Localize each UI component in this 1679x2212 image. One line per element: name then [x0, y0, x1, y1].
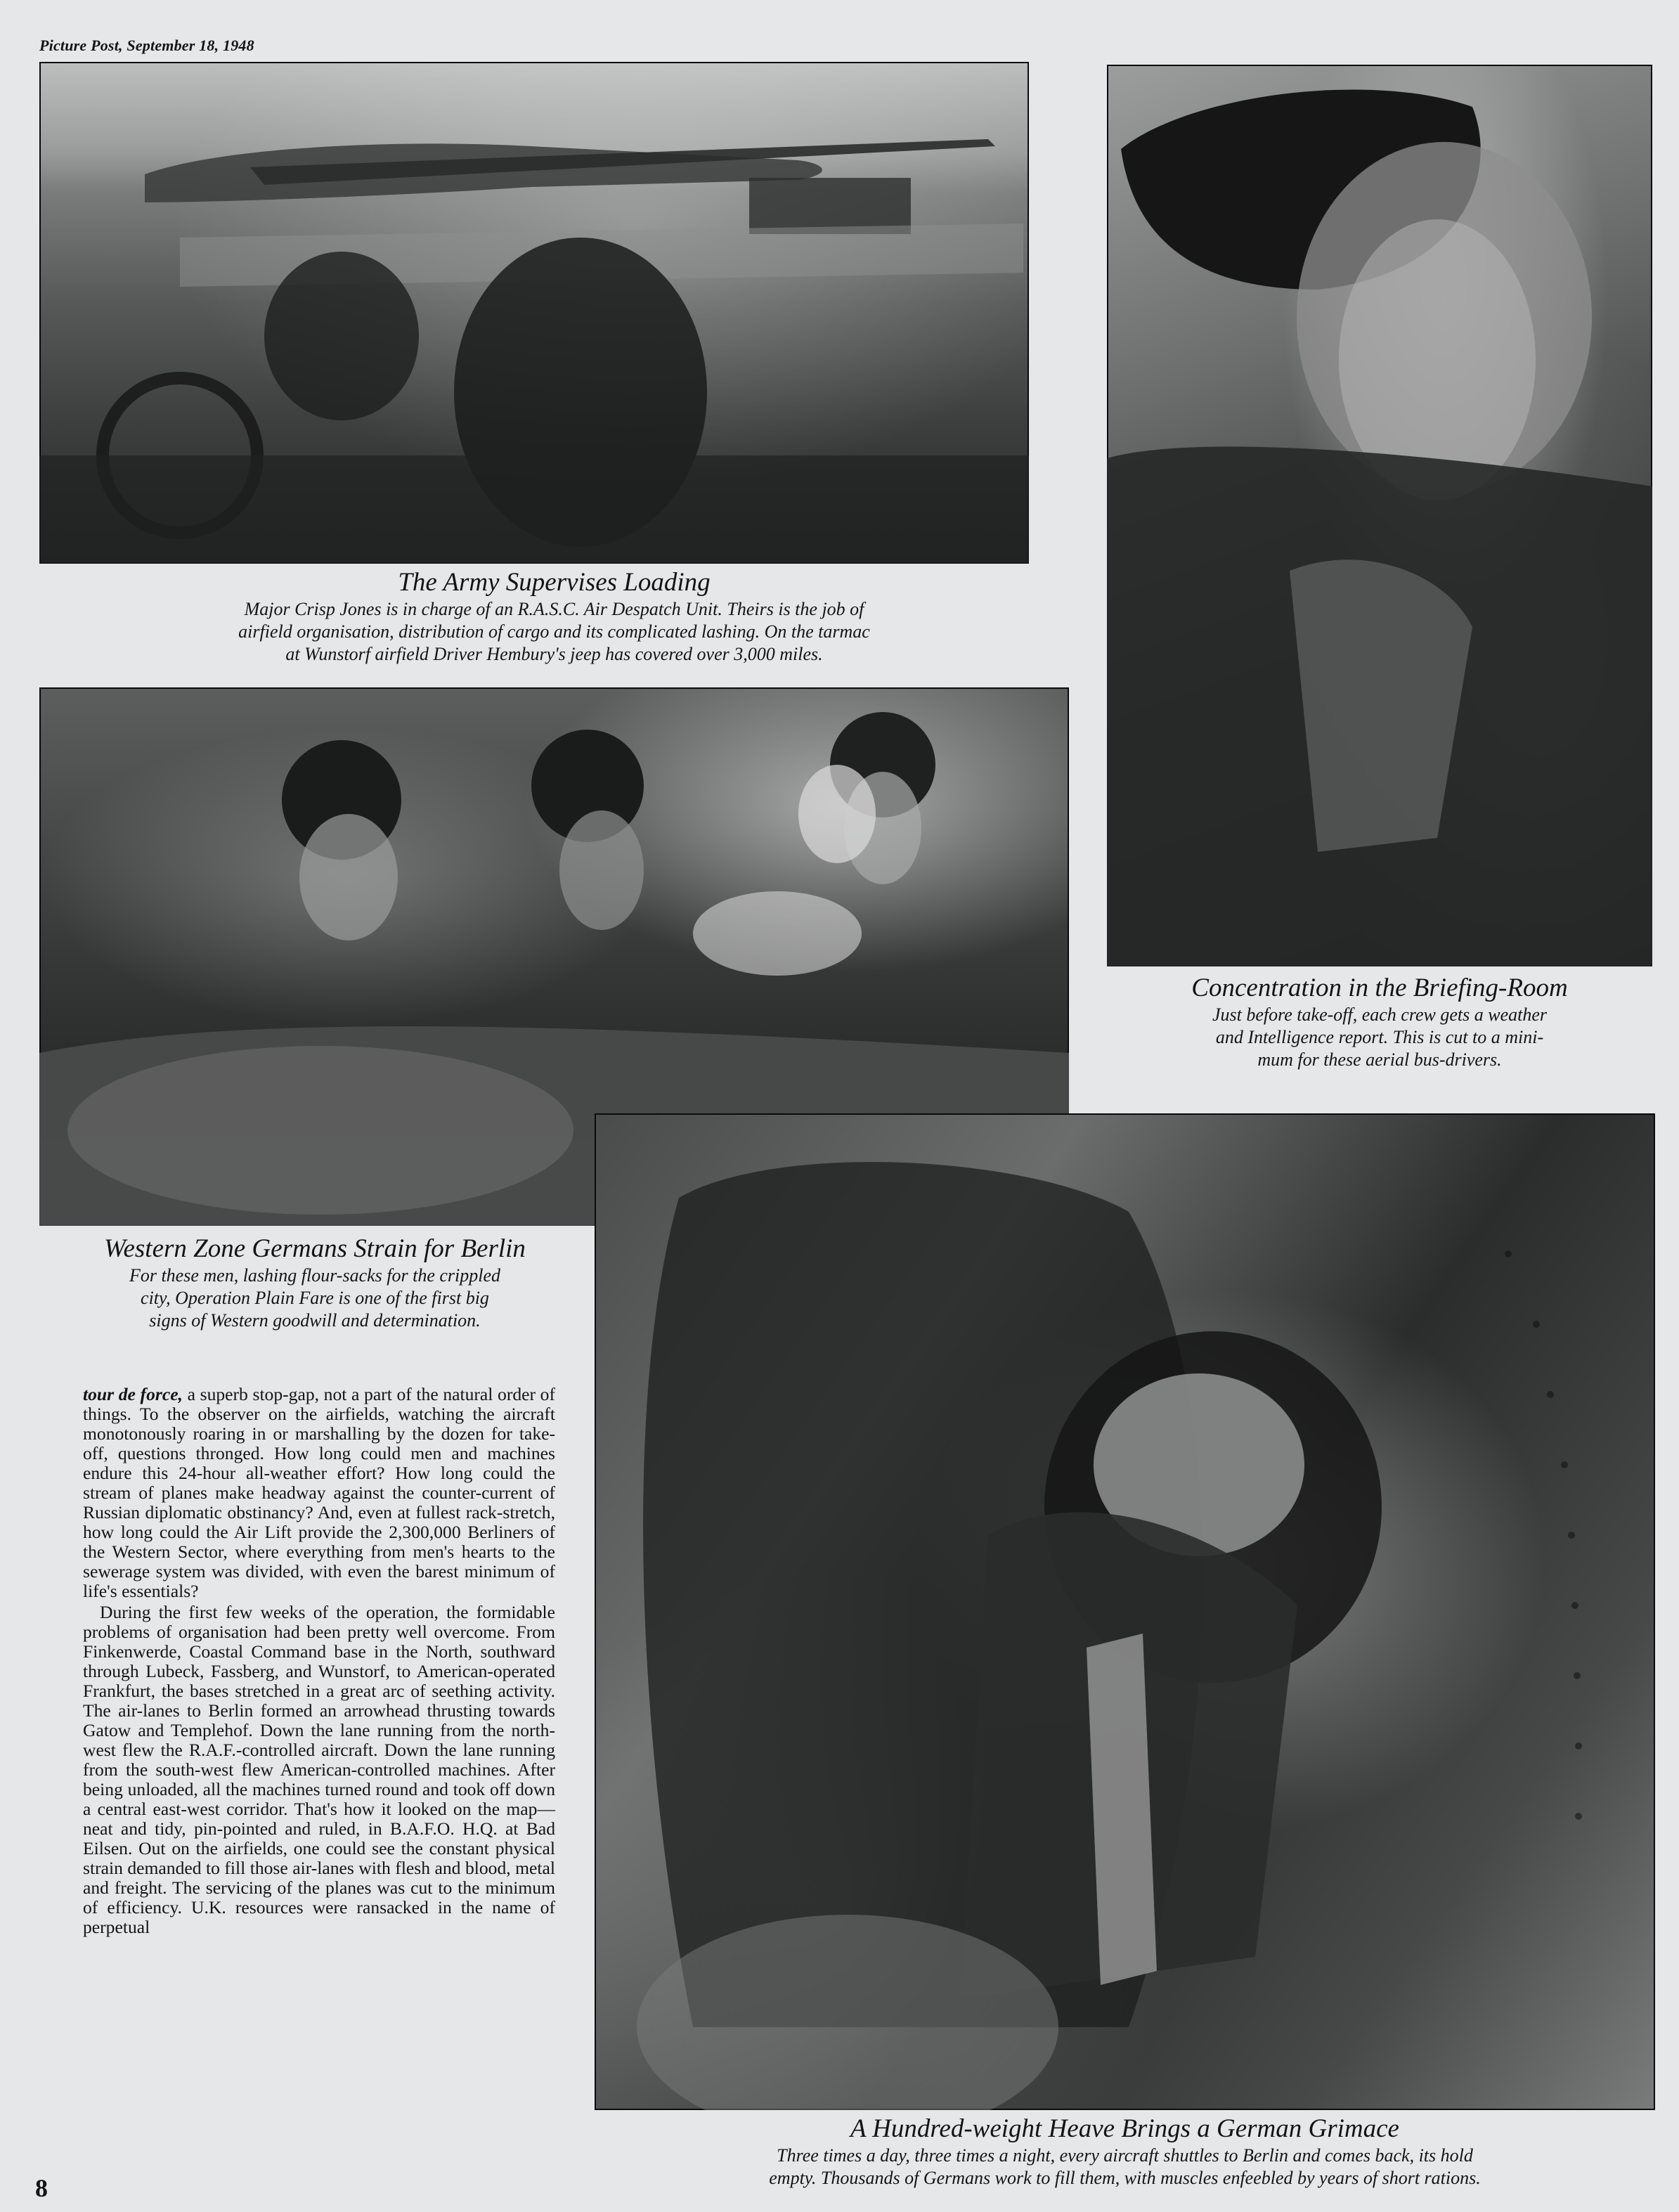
- caption-line: mum for these aerial bus-drivers.: [1257, 1049, 1502, 1071]
- caption-lashing-sacks: [39, 1234, 590, 1332]
- caption-briefing-room: [1107, 974, 1652, 1071]
- body-lead-italic: tour de force,: [83, 1384, 183, 1404]
- caption-line: For these men, lashing flour-sacks for the crippled: [129, 1265, 501, 1286]
- caption-army-loading: [39, 568, 1069, 666]
- caption-line: Major Crisp Jones is in charge of an R.A.S.C. Air Despatch Unit. Theirs is the job of: [244, 598, 864, 619]
- caption-line: Three times a day, three times a night, every aircraft shuttles to Berlin and comes back, its hold: [777, 2145, 1473, 2166]
- caption-german-grimace: [595, 2114, 1655, 2190]
- caption-line: signs of Western goodwill and determination.: [149, 1310, 481, 1331]
- caption-line: Just before take-off, each crew gets a weather: [1212, 1004, 1548, 1025]
- photo-german-grimace: [595, 1113, 1655, 2110]
- photo-briefing-room: [1107, 65, 1652, 966]
- photo-german-grimace-scene: [595, 1113, 1655, 2110]
- running-head: Picture Post, September 18, 1948: [39, 37, 254, 54]
- photo-briefing-room-scene: [1107, 65, 1652, 966]
- caption-line: at Wunstorf airfield Driver Hembury's jeep has covered over 3,000 miles.: [285, 644, 823, 665]
- caption-title: Western Zone Germans Strain for Berlin: [104, 1234, 526, 1263]
- caption-line: airfield organisation, distribution of cargo and its complicated lashing. On the tarmac: [238, 621, 870, 642]
- photo-army-loading-scene: [39, 62, 1029, 564]
- body-paragraph-1: [83, 1385, 555, 1601]
- caption-title: The Army Supervises Loading: [398, 568, 711, 597]
- caption-text: [1107, 1004, 1652, 1072]
- body-paragraph-1-text: a superb stop-gap, not a part of the natural order of things. To the observer on the airfields, watching the aircraft monotonously roaring in or marshalling by the dozen for take-off, questions thronged. How long could men and machines endure this 24-hour all-weather effort? How long could the stream of planes make headway against the counter-current of Russian diplomatic obstinancy? And, even at fullest rack-stretch, how long could the Air Lift provide the 2,300,000 Berliners of the Western Sector, where everything from men's hearts to the sewerage system was divided, with even the barest minimum of life's essentials?: [83, 1384, 555, 1602]
- caption-text: [595, 2145, 1655, 2190]
- caption-title: Concentration in the Briefing-Room: [1191, 974, 1568, 1002]
- caption-line: and Intelligence report. This is cut to a mini-: [1215, 1026, 1544, 1047]
- caption-text: [39, 598, 1069, 666]
- caption-line: city, Operation Plain Fare is one of the first big: [141, 1287, 489, 1308]
- article-body: [83, 1385, 555, 1937]
- caption-line: empty. Thousands of Germans work to fill them, with muscles enfeebled by years of short rations.: [769, 2167, 1481, 2188]
- photo-army-loading: [39, 62, 1029, 564]
- body-paragraph-2: During the first few weeks of the operation, the formidable problems of organisation had been pretty well overcome. From Finkenwerde, Coastal Command base in the North, southward through Lubeck, Fassberg, and Wunstorf, to American-operated Frankfurt, the bases stretched in a great arc of seething activity. The air-lanes to Berlin formed an arrowhead thrusting towards Gatow and Templehof. Down the lane running from the north-west flew the R.A.F.-controlled aircraft. Down the lane running from the south-west flew American-controlled machines. After being unloaded, all the machines turned round and took off down a central east-west corridor. That's how it looked on the map—neat and tidy, pin-pointed and ruled, in B.A.F.O. H.Q. at Bad Eilsen. Out on the airfields, one could see the constant physical strain demanded to fill those air-lanes with flesh and blood, metal and freight. The servicing of the planes was cut to the minimum of efficiency. U.K. resources were ransacked in the name of perpetual: [83, 1602, 555, 1938]
- caption-text: [39, 1265, 590, 1333]
- page-number: 8: [35, 2174, 48, 2202]
- caption-title: A Hundred-weight Heave Brings a German Grimace: [850, 2114, 1399, 2143]
